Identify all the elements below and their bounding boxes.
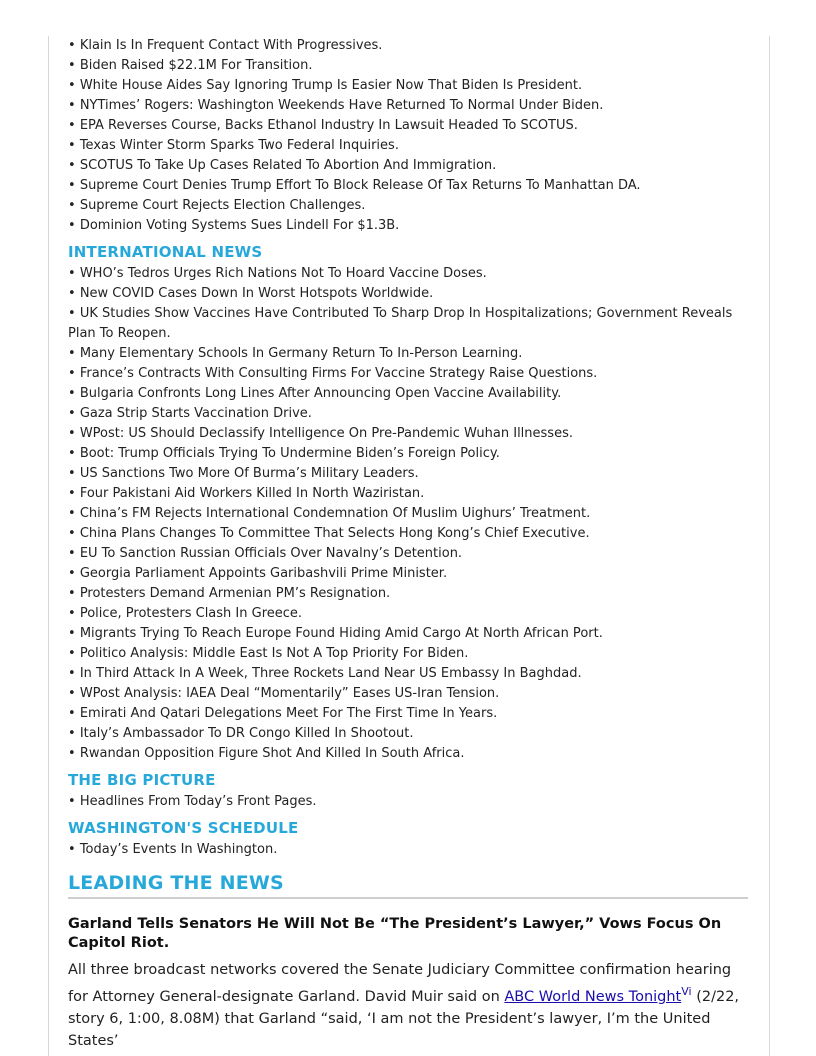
headline-item[interactable]: • Headlines From Today’s Front Pages. (68, 792, 748, 812)
headline-item[interactable]: • China’s FM Rejects International Condemnation Of Muslim Uighurs’ Treatment. (68, 504, 748, 524)
headline-item[interactable]: • UK Studies Show Vaccines Have Contributed To Sharp Drop In Hospitalizations; Government Reveals Plan To Reopen. (68, 304, 748, 344)
headline-item[interactable]: • Police, Protesters Clash In Greece. (68, 604, 748, 624)
headline-item[interactable]: • France’s Contracts With Consulting Firms For Vaccine Strategy Raise Questions. (68, 364, 748, 384)
headline-item[interactable]: • NYTimes’ Rogers: Washington Weekends Have Returned To Normal Under Biden. (68, 96, 748, 116)
headline-item[interactable]: • WHO’s Tedros Urges Rich Nations Not To Hoard Vaccine Doses. (68, 264, 748, 284)
headline-item[interactable]: • Italy’s Ambassador To DR Congo Killed In Shootout. (68, 724, 748, 744)
headline-item[interactable]: • EU To Sanction Russian Officials Over Navalny’s Detention. (68, 544, 748, 564)
headline-item[interactable]: • Emirati And Qatari Delegations Meet For The First Time In Years. (68, 704, 748, 724)
top-headline-list (68, 36, 748, 236)
abc-world-news-tonight-link[interactable]: ABC World News Tonight (504, 988, 682, 1005)
headline-item[interactable]: • Politico Analysis: Middle East Is Not A Top Priority For Biden. (68, 644, 748, 664)
headline-item[interactable]: • Bulgaria Confronts Long Lines After Announcing Open Vaccine Availability. (68, 384, 748, 404)
international-news-list (68, 264, 748, 764)
headline-item[interactable]: • Four Pakistani Aid Workers Killed In North Waziristan. (68, 484, 748, 504)
story-body-continued: (2/22, story 6, 1:00, 8.08M) that Garland “said, ‘I am not the President’s lawyer, I’m the United States’ (68, 988, 740, 1049)
headline-item[interactable]: • In Third Attack In A Week, Three Rockets Land Near US Embassy In Baghdad. (68, 664, 748, 684)
headline-item[interactable]: • China Plans Changes To Committee That Selects Hong Kong’s Chief Executive. (68, 524, 748, 544)
headline-item[interactable]: • SCOTUS To Take Up Cases Related To Abortion And Immigration. (68, 156, 748, 176)
headline-item[interactable]: • Boot: Trump Officials Trying To Undermine Biden’s Foreign Policy. (68, 444, 748, 464)
headline-item[interactable]: • Biden Raised $22.1M For Transition. (68, 56, 748, 76)
headline-item[interactable]: • WPost Analysis: IAEA Deal “Momentarily” Eases US-Iran Tension. (68, 684, 748, 704)
headline-item[interactable]: • Migrants Trying To Reach Europe Found Hiding Amid Cargo At North African Port. (68, 624, 748, 644)
headline-item[interactable]: • Supreme Court Denies Trump Effort To Block Release Of Tax Returns To Manhattan DA. (68, 176, 748, 196)
video-marker[interactable]: Vi (681, 985, 692, 998)
headline-item[interactable]: • Rwandan Opposition Figure Shot And Killed In South Africa. (68, 744, 748, 764)
washington-schedule-heading: WASHINGTON'S SCHEDULE (68, 819, 299, 837)
story-title: Garland Tells Senators He Will Not Be “The President’s Lawyer,” Vows Focus On Capitol Riot. (68, 916, 722, 951)
headline-item[interactable]: • Protesters Demand Armenian PM’s Resignation. (68, 584, 748, 604)
big-picture-heading: THE BIG PICTURE (68, 771, 216, 789)
headline-item[interactable]: • White House Aides Say Ignoring Trump Is Easier Now That Biden Is President. (68, 76, 748, 96)
international-news-heading: INTERNATIONAL NEWS (68, 243, 263, 261)
headline-item[interactable]: • EPA Reverses Course, Backs Ethanol Industry In Lawsuit Headed To SCOTUS. (68, 116, 748, 136)
headline-item[interactable]: • Texas Winter Storm Sparks Two Federal Inquiries. (68, 136, 748, 156)
story-body (68, 959, 748, 1052)
big-picture-list (68, 792, 748, 812)
washington-schedule-list (68, 840, 748, 860)
headline-item[interactable]: • Gaza Strip Starts Vaccination Drive. (68, 404, 748, 424)
headline-item[interactable]: • Supreme Court Rejects Election Challenges. (68, 196, 748, 216)
headline-item[interactable]: • Today’s Events In Washington. (68, 840, 748, 860)
headline-item[interactable]: • US Sanctions Two More Of Burma’s Military Leaders. (68, 464, 748, 484)
headline-item[interactable]: • Klain Is In Frequent Contact With Progressives. (68, 36, 748, 56)
story-body-intro: All three broadcast networks covered the Senate Judiciary Committee confirmation hearing for Attorney General-designate Garland. David Muir said on (68, 962, 732, 1005)
headline-item[interactable]: • Georgia Parliament Appoints Garibashvili Prime Minister. (68, 564, 748, 584)
leading-the-news-heading: LEADING THE NEWS (68, 870, 748, 899)
headline-item[interactable]: • Dominion Voting Systems Sues Lindell For $1.3B. (68, 216, 748, 236)
headline-item[interactable]: • WPost: US Should Declassify Intelligence On Pre-Pandemic Wuhan Illnesses. (68, 424, 748, 444)
headline-item[interactable]: • Many Elementary Schools In Germany Return To In-Person Learning. (68, 344, 748, 364)
briefing-content (68, 36, 748, 1052)
headline-item[interactable]: • New COVID Cases Down In Worst Hotspots Worldwide. (68, 284, 748, 304)
